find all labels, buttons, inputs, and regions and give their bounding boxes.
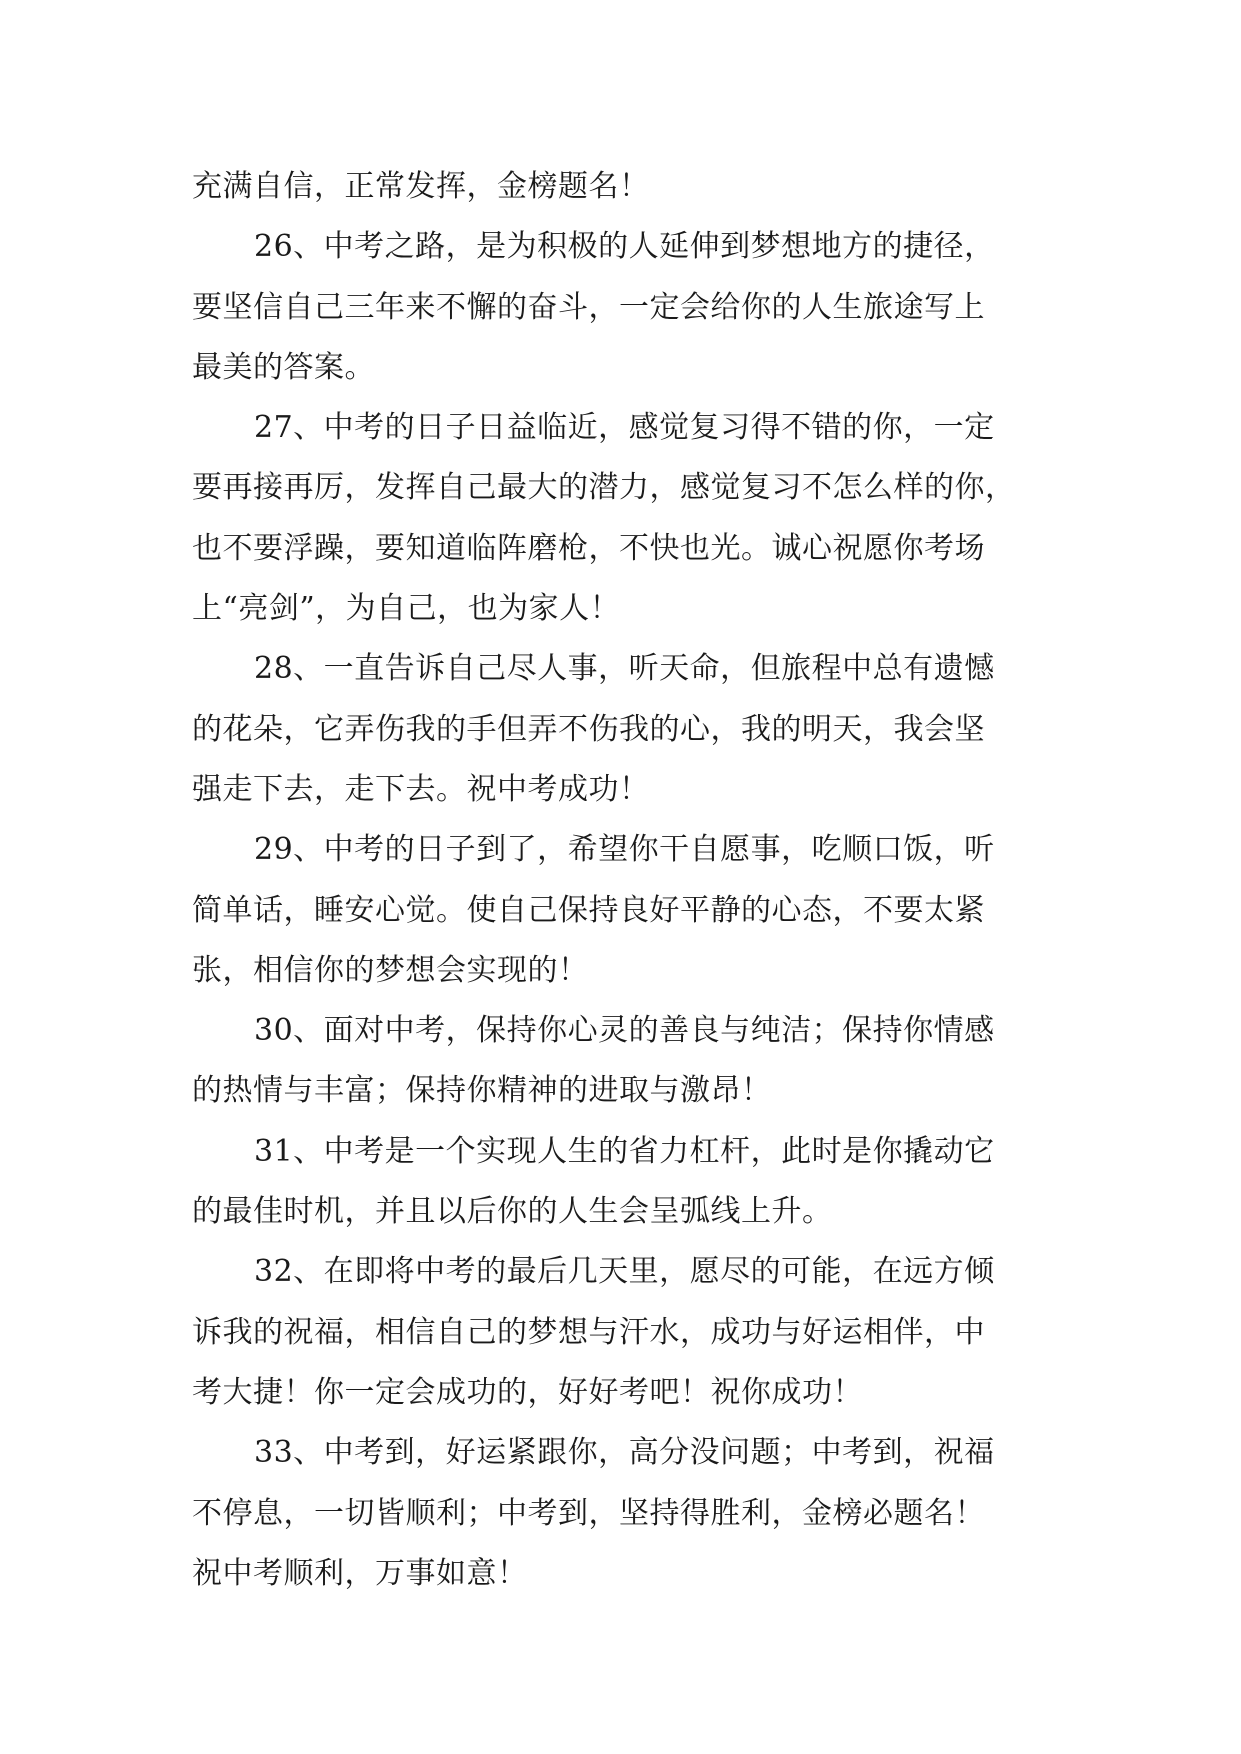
text-line: 也不要浮躁，要知道临阵磨枪，不快也光。诚心祝愿你考场 [192, 530, 985, 566]
paragraph-32 [192, 1242, 1070, 1423]
text-line: 祝中考顺利，万事如意！ [192, 1555, 528, 1591]
text-line: 最美的答案。 [192, 349, 375, 385]
paragraph-26 [192, 217, 1070, 398]
text-line: 33、中考到，好运紧跟你，高分没问题；中考到，祝福 [254, 1435, 995, 1471]
text-line: 的热情与丰富；保持你精神的进取与激昂！ [192, 1073, 772, 1109]
paragraph-25-tail [192, 157, 1070, 217]
text-line: 27、中考的日子日益临近，感觉复习得不错的你，一定 [254, 410, 995, 446]
text-line: 要坚信自己三年来不懈的奋斗，一定会给你的人生旅途写上 [192, 289, 985, 325]
text-line: 30、面对中考，保持你心灵的善良与纯洁；保持你情感 [254, 1013, 995, 1049]
text-line: 强走下去，走下去。祝中考成功！ [192, 771, 650, 807]
paragraph-27 [192, 398, 1070, 639]
paragraph-28 [192, 639, 1070, 820]
text-line: 26、中考之路，是为积极的人延伸到梦想地方的捷径， [254, 229, 995, 265]
text-line: 考大捷！你一定会成功的，好好考吧！祝你成功！ [192, 1374, 863, 1410]
text-line: 31、中考是一个实现人生的省力杠杆，此时是你撬动它 [254, 1133, 995, 1169]
paragraph-29 [192, 820, 1070, 1001]
text-line: 充满自信，正常发挥，金榜题名！ [192, 169, 650, 204]
text-line: 张，相信你的梦想会实现的！ [192, 952, 589, 988]
text-line: 的花朵，它弄伤我的手但弄不伤我的心，我的明天，我会坚 [192, 711, 985, 747]
text-line: 32、在即将中考的最后几天里，愿尽的可能，在远方倾 [254, 1254, 995, 1290]
text-line: 的最佳时机，并且以后你的人生会呈弧线上升。 [192, 1194, 833, 1230]
document-body [192, 157, 1070, 1604]
text-line: 诉我的祝福，相信自己的梦想与汗水，成功与好运相伴，中 [192, 1314, 985, 1350]
paragraph-30 [192, 1001, 1070, 1122]
text-line: 28、一直告诉自己尽人事，听天命，但旅程中总有遗憾 [254, 651, 995, 687]
text-line: 简单话，睡安心觉。使自己保持良好平静的心态，不要太紧 [192, 892, 985, 928]
paragraph-33 [192, 1423, 1070, 1604]
text-line: 29、中考的日子到了，希望你干自愿事，吃顺口饭，听 [254, 832, 995, 868]
text-line: 不停息，一切皆顺利；中考到，坚持得胜利，金榜必题名！ [192, 1495, 985, 1531]
text-line: 要再接再厉，发挥自己最大的潜力，感觉复习不怎么样的你， [192, 470, 1016, 506]
text-line: 上“亮剑”，为自己，也为家人！ [192, 591, 621, 627]
paragraph-31 [192, 1122, 1070, 1243]
